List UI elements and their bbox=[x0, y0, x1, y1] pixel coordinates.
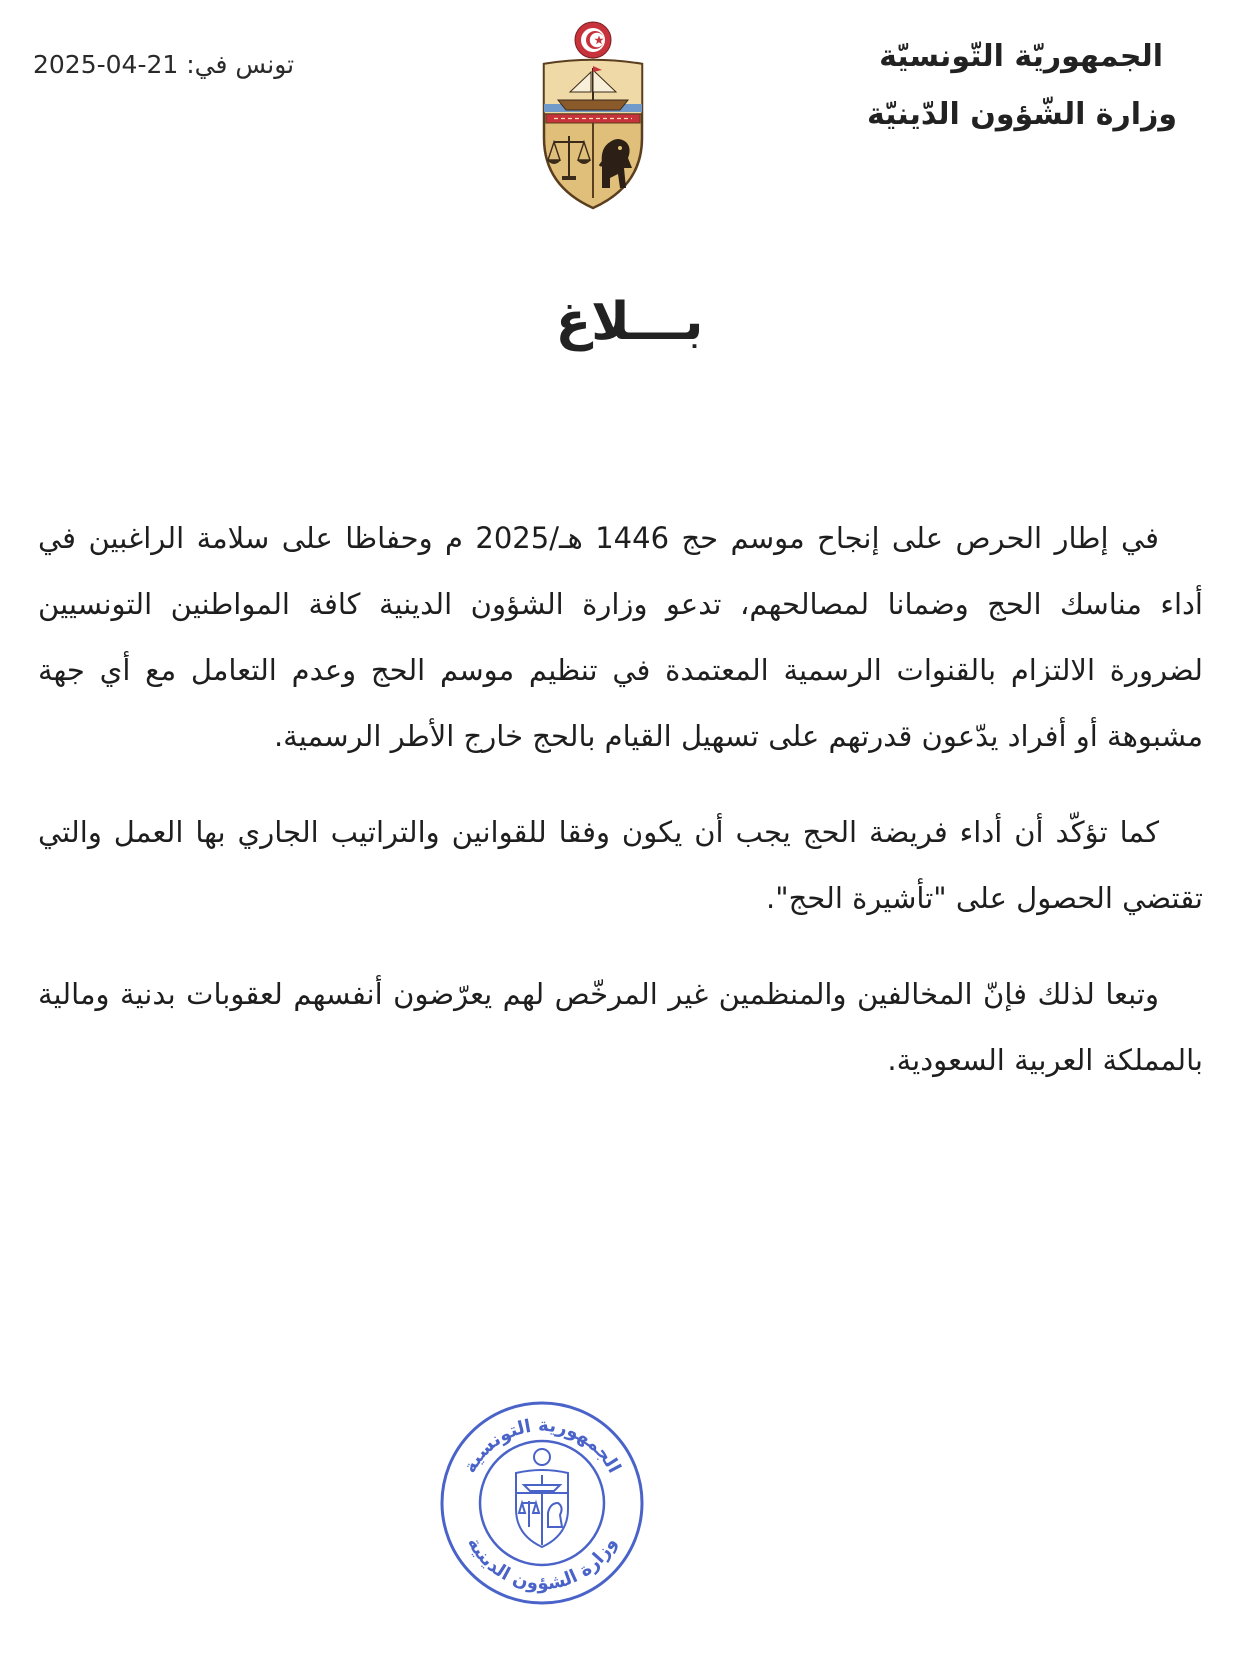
stamp-top-text: الجمهورية التونسية bbox=[459, 1414, 625, 1477]
document-date: تونس في: 21-04-2025 bbox=[33, 50, 295, 79]
document-body bbox=[38, 505, 1203, 1093]
body-paragraph: وتبعا لذلك فإنّ المخالفين والمنظمين غير المرخّص لهم يعرّضون أنفسهم لعقوبات بدنية ومالية بالمملكة العربية السعودية. bbox=[38, 977, 1203, 1077]
tunisia-coat-of-arms-icon bbox=[536, 18, 650, 216]
stamp-bottom-text: وزارة الشؤون الدينية bbox=[463, 1533, 621, 1595]
ministry-seal-stamp-icon bbox=[436, 1397, 648, 1609]
letterhead-ministry bbox=[803, 28, 1177, 144]
body-paragraph: كما تؤكّد أن أداء فريضة الحج يجب أن يكون وفقا للقوانين والتراتيب الجاري بها العمل والتي تقتضي الحصول على "تأشيرة الحج". bbox=[38, 815, 1203, 915]
letterhead-republic: الجمهوريّة التّونسيّة bbox=[879, 39, 1163, 74]
letterhead-ministry-name: وزارة الشّؤون الدّينيّة bbox=[866, 97, 1177, 132]
document-title: بـــلاغ bbox=[555, 292, 704, 352]
body-paragraph: في إطار الحرص على إنجاح موسم حج 1446 هـ/2025 م وحفاظا على سلامة الراغبين في أداء مناسك الحج وضمانا لمصالحهم، تدعو وزارة الشؤون الدينية كافة المواطنين التونسيين لضرورة الالتزام بالقنوات الرسمية المعتمدة في تنظيم موسم الحج وعدم التعامل مع أي جهة مشبوهة أو أفراد يدّعون قدرتهم على تسهيل القيام بالحج خارج الأطر الرسمية. bbox=[38, 521, 1203, 753]
svg-text:الجمهورية التونسية bbox=[459, 1415, 624, 1477]
